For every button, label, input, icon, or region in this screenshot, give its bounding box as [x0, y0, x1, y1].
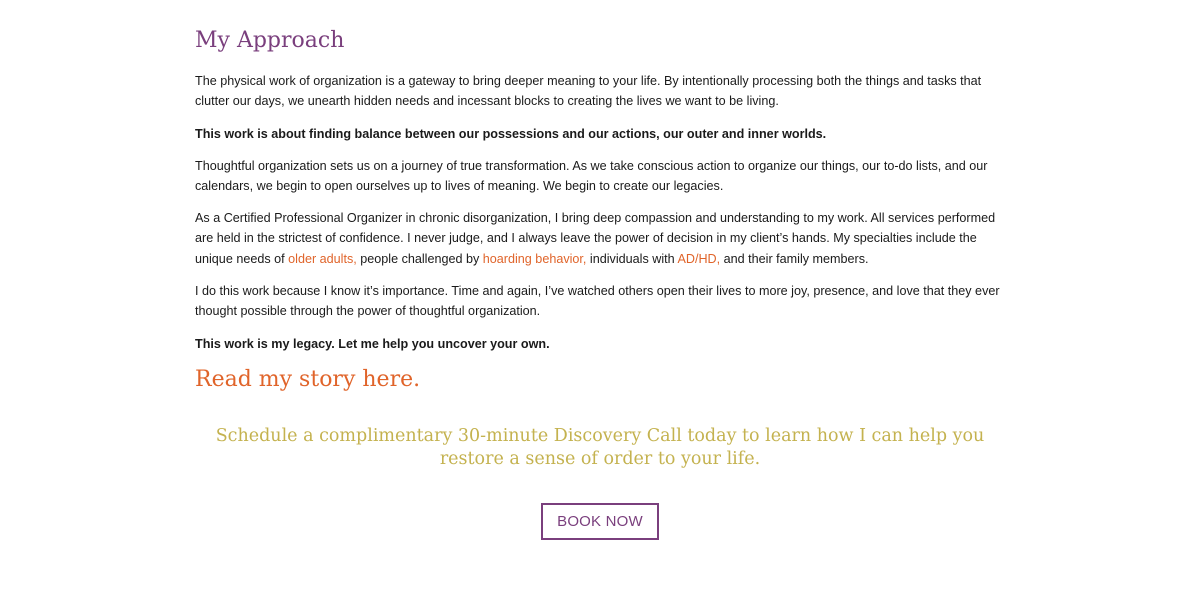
discovery-call-cta: Schedule a complimentary 30-minute Discovery Call today to learn how I can help you restore a sense of order to your life. [215, 426, 985, 469]
read-my-story-link[interactable]: Read my story here. [195, 367, 421, 392]
older-adults-link[interactable]: older adults, [288, 251, 357, 266]
specialties-text-1: As a Certified Professional Organizer in chronic disorganization, I bring deep compassion and understanding to my work. All services performed are held in the strictest of confidence. I never judge, and I always leave the power of decision in my client’s hands. My specialties include the unique needs of [195, 211, 996, 266]
hoarding-behavior-link[interactable]: hoarding behavior, [482, 251, 587, 266]
paragraph-balance: This work is about finding balance between our possessions and our actions, our outer and inner worlds. [195, 127, 827, 141]
book-now-button[interactable]: BOOK NOW [541, 503, 659, 540]
paragraph-gateway: The physical work of organization is a gateway to bring deeper meaning to your life. By intentionally processing both the things and tasks that clutter our days, we unearth hidden needs and incessant blocks to creating the lives we want to be living. [195, 74, 982, 109]
specialties-text-4: and their family members. [720, 251, 869, 266]
paragraph-why: I do this work because I know it’s importance. Time and again, I’ve watched others open their lives to more joy, presence, and love that they ever thought possible through the power of thoughtful organization. [195, 284, 1000, 319]
paragraph-transformation: Thoughtful organization sets us on a journey of true transformation. As we take conscious action to organize our things, our to-do lists, and our calendars, we begin to open ourselves up to lives of meaning. We begin to create our legacies. [195, 159, 988, 194]
adhd-link[interactable]: AD/HD, [677, 251, 721, 266]
approach-heading: My Approach [195, 28, 345, 53]
paragraph-legacy: This work is my legacy. Let me help you uncover your own. [195, 337, 550, 351]
paragraph-specialties [195, 208, 1001, 269]
specialties-text-2: people challenged by [356, 251, 483, 266]
specialties-text-3: individuals with [586, 251, 678, 266]
